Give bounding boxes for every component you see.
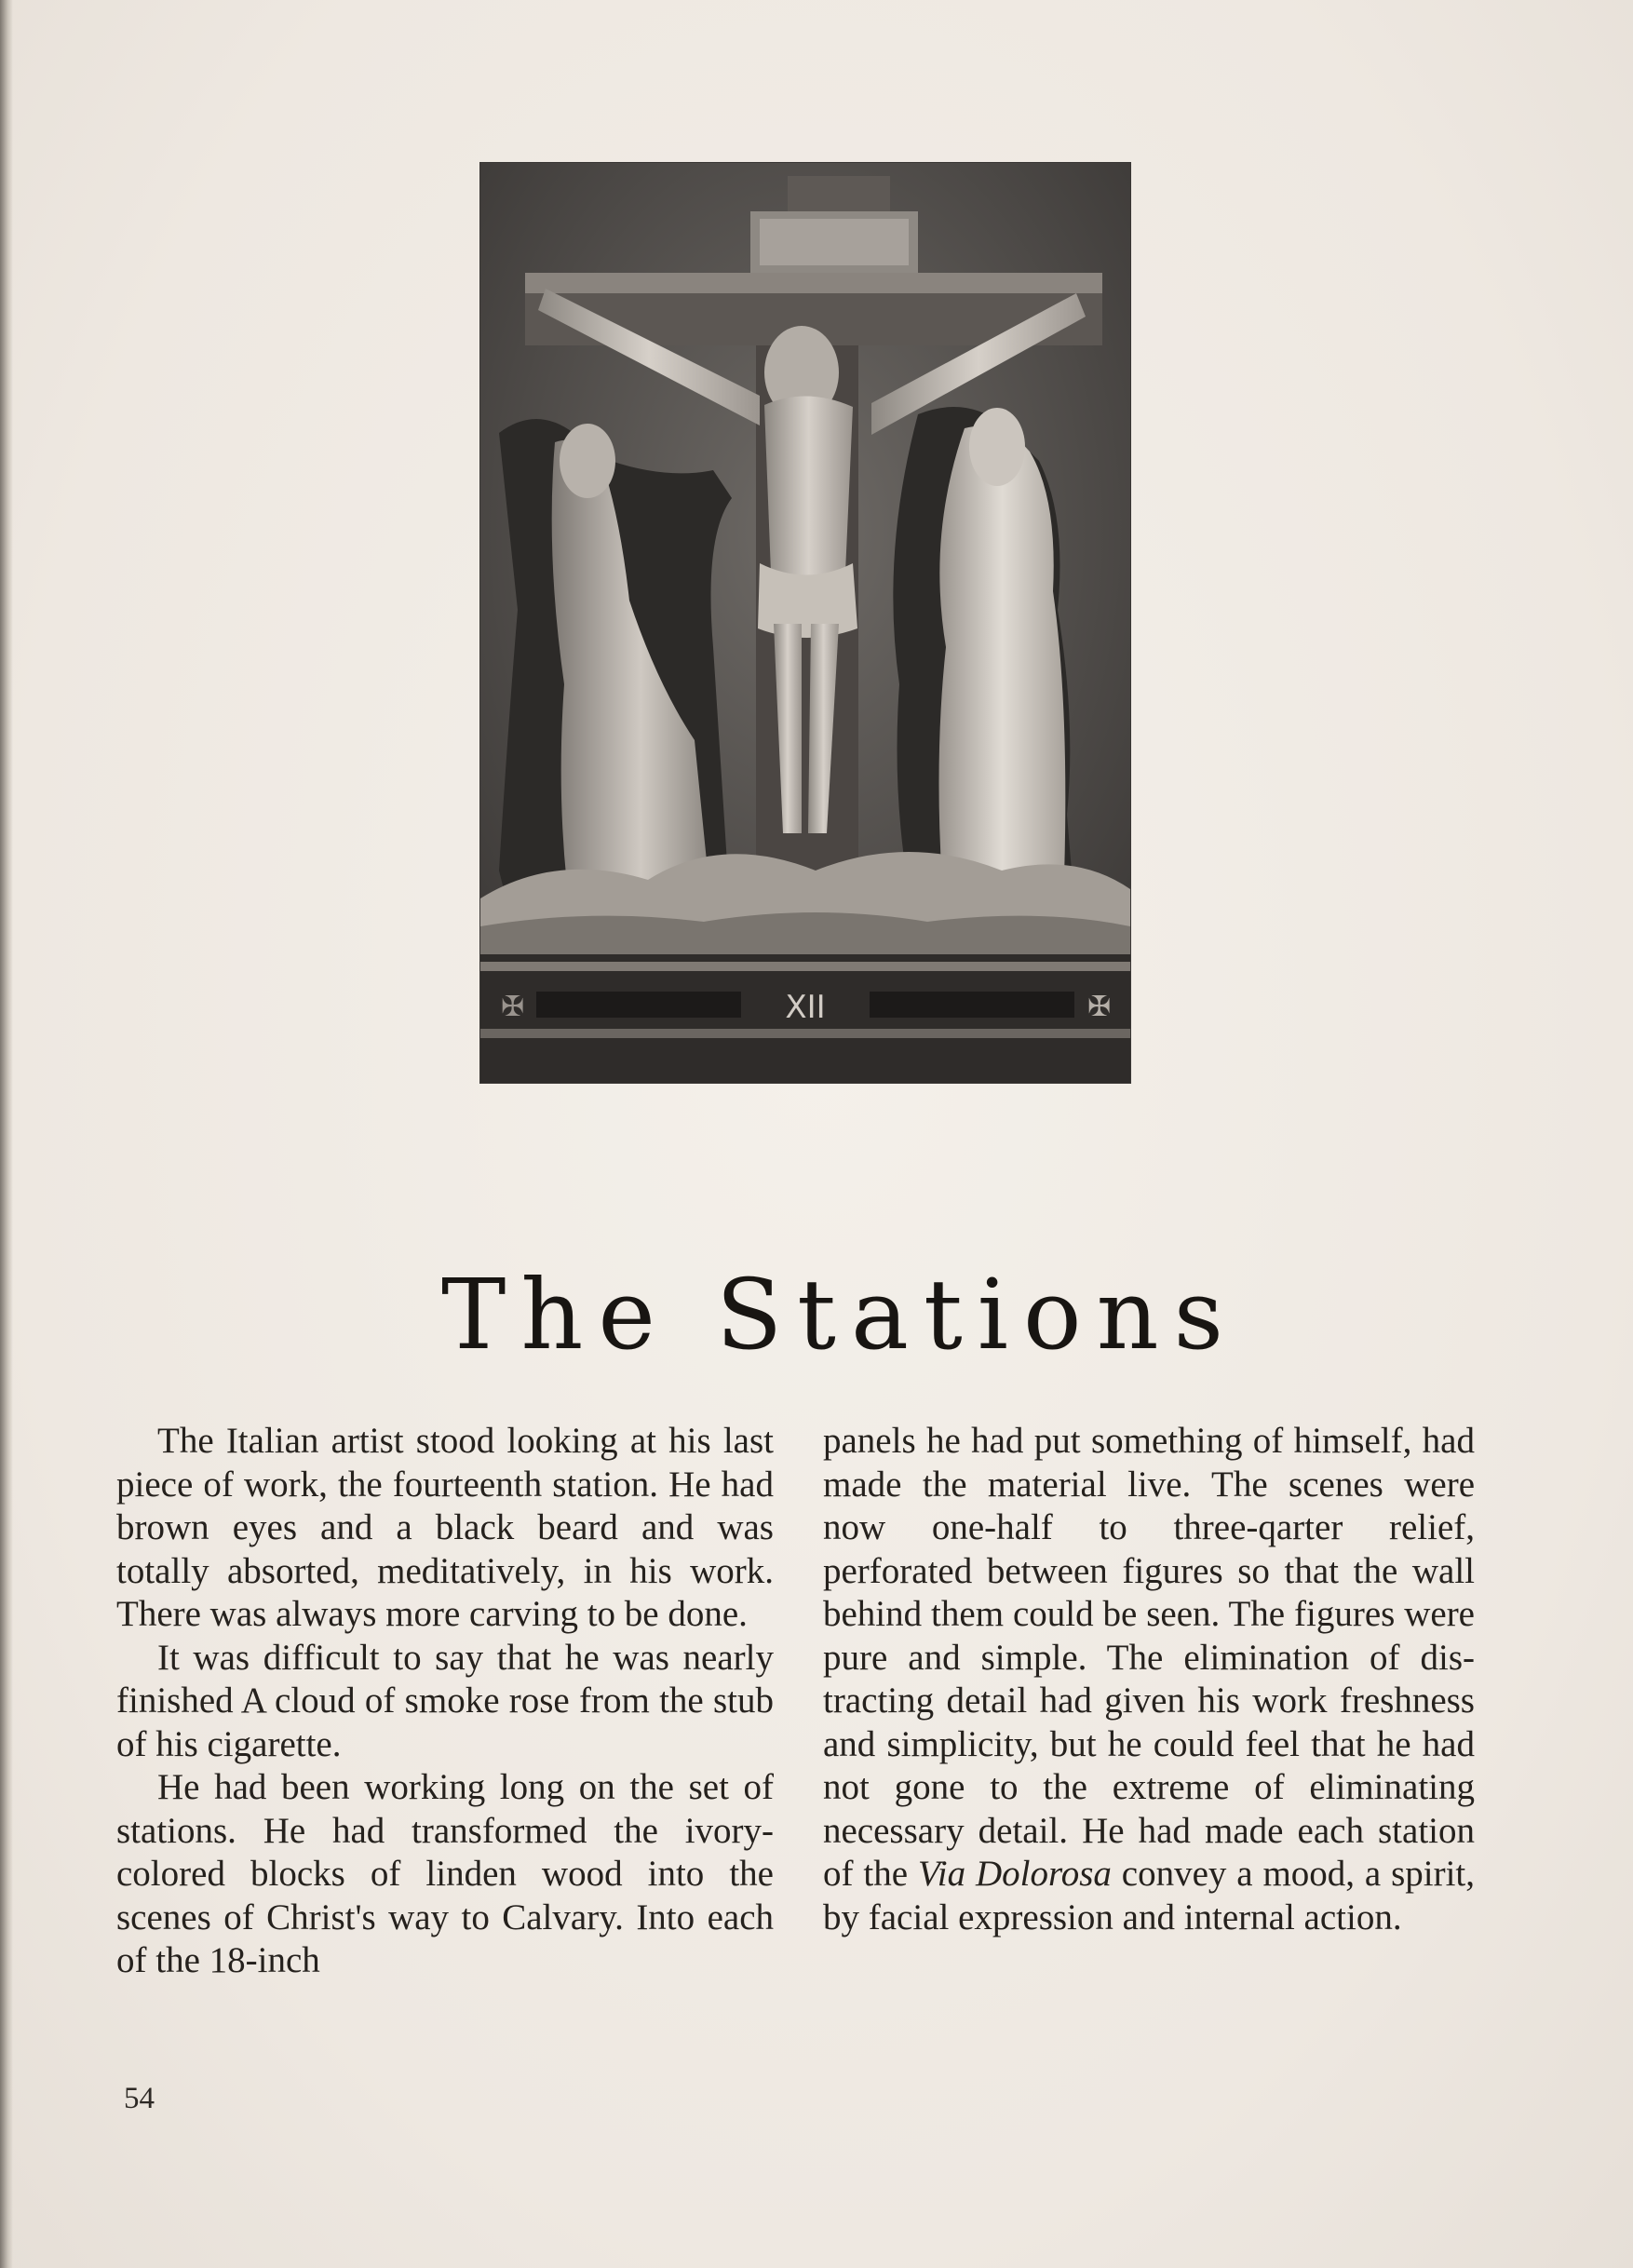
page-number: 54 [124, 2082, 155, 2115]
via-dolorosa-italic: Via Dolorosa [917, 1854, 1112, 1894]
paragraph-text-end: convey a mood, a spirit, by facial expression and internal action. [823, 1854, 1476, 1937]
left-column [116, 1420, 774, 1983]
paragraph: The Italian artist stood looking at his last piece of work, the fourteenth station. He had brown eyes and a black beard and was totally absorted, meditatively, in his work. There was always more carving to be done. [116, 1421, 774, 1634]
plaque-numeral: XII [785, 989, 826, 1026]
article-title: The Stations [440, 1257, 1238, 1371]
paragraph: He had been working long on the set of stations. He had transformed the ivory-colored blocks of linden wood into the scenes of Christ's way to Calvary. Into each of the 18-inch [116, 1767, 774, 1980]
right-column [823, 1420, 1475, 1939]
crucifixion-relief-photo [480, 163, 1130, 1083]
paragraph: It was difficult to say that he was nearly finished A cloud of smoke rose from the stub of his cigarette. [116, 1637, 774, 1764]
paragraph-continued [823, 1420, 1475, 1939]
binding-edge [0, 0, 13, 2268]
svg-text:✠: ✠ [1087, 991, 1112, 1023]
paragraph-text: panels he had put something of himself, had made the material live. The scenes were now one-half to three-qarter relief, perforated between figures so that the wall behind them could be seen. The figures were pure and simple. The elimination of distracting detail had given his work freshness and simplicity, but he could feel that he had not gone to the extreme of eliminating necessary detail. He had made each station of the [823, 1421, 1475, 1894]
svg-text:✠: ✠ [501, 991, 525, 1023]
